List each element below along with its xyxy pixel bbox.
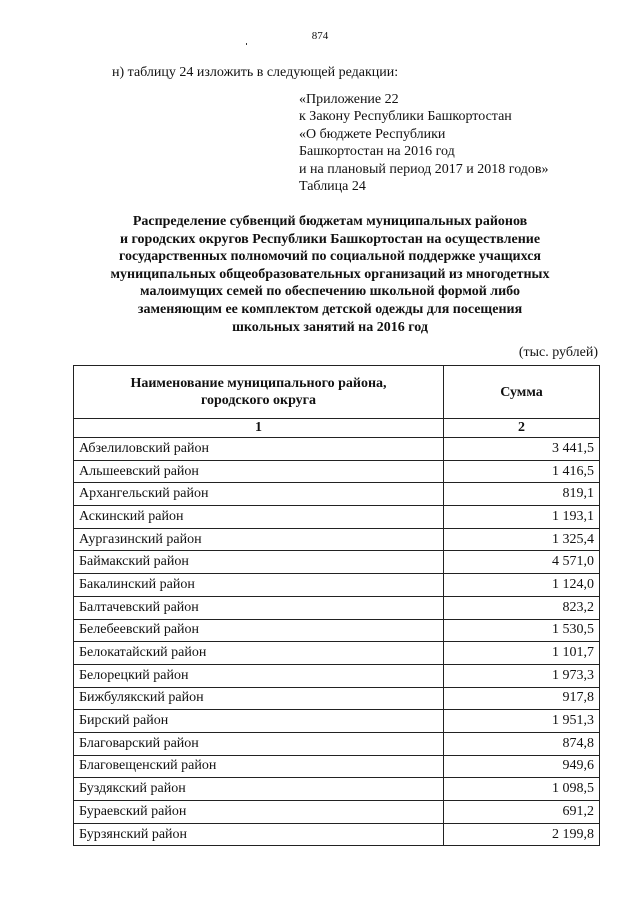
- table-row: [74, 551, 600, 574]
- page-number: 874: [311, 30, 329, 42]
- district-name: Белорецкий район: [74, 664, 444, 687]
- table-row: [74, 801, 600, 824]
- appendix-line: Башкортостан на 2016 год: [299, 144, 455, 160]
- title-line: муниципальных общеобразовательных организаций из многодетных: [110, 266, 550, 282]
- column-number: 1: [74, 419, 444, 438]
- header-name-line1: Наименование муниципального района,: [130, 376, 387, 391]
- district-sum: 823,2: [444, 596, 600, 619]
- table-row: [74, 823, 600, 846]
- intro-text: н) таблицу 24 изложить в следующей редакции:: [112, 65, 399, 80]
- table-row: [74, 687, 600, 710]
- table-row: [74, 619, 600, 642]
- table-row: [74, 574, 600, 597]
- table-row: [74, 778, 600, 801]
- column-number-row: [74, 419, 600, 438]
- table-body: [74, 438, 600, 846]
- appendix-line: и на плановый период 2017 и 2018 годов»: [299, 161, 549, 177]
- district-sum: 1 973,3: [444, 664, 600, 687]
- district-sum: 1 416,5: [444, 460, 600, 483]
- district-name: Белокатайский район: [74, 642, 444, 665]
- district-sum: 2 199,8: [444, 823, 600, 846]
- district-sum: 1 101,7: [444, 642, 600, 665]
- district-name: Бакалинский район: [74, 574, 444, 597]
- header-name: [74, 366, 444, 419]
- district-name: Бурзянский район: [74, 823, 444, 846]
- district-sum: 874,8: [444, 732, 600, 755]
- table-row: [74, 438, 600, 461]
- title-line: государственных полномочий по социальной поддержке учащихся: [118, 249, 541, 265]
- district-name: Бирский район: [74, 710, 444, 733]
- district-name: Бижбулякский район: [74, 687, 444, 710]
- appendix-line: к Закону Республики Башкортостан: [299, 109, 512, 125]
- title-line: малоимущих семей по обеспечению школьной формой либо: [140, 284, 520, 300]
- table-row: [74, 710, 600, 733]
- subvention-table: [73, 365, 600, 846]
- district-sum: 917,8: [444, 687, 600, 710]
- table-row: [74, 460, 600, 483]
- column-number: 2: [444, 419, 600, 438]
- district-sum: 1 098,5: [444, 778, 600, 801]
- title-line: школьных занятий на 2016 год: [232, 319, 428, 335]
- district-sum: 691,2: [444, 801, 600, 824]
- appendix-block: [299, 91, 549, 195]
- district-name: Абзелиловский район: [74, 438, 444, 461]
- title-line: Распределение субвенций бюджетам муниципальных районов: [132, 214, 528, 229]
- table-row: [74, 506, 600, 529]
- district-name: Баймакский район: [74, 551, 444, 574]
- district-name: Бураевский район: [74, 801, 444, 824]
- district-name: Благоварский район: [74, 732, 444, 755]
- table-row: [74, 732, 600, 755]
- appendix-line: «О бюджете Республики: [299, 126, 446, 142]
- district-name: Благовещенский район: [74, 755, 444, 778]
- district-name: Аскинский район: [74, 506, 444, 529]
- table-title: [60, 213, 600, 336]
- units-label: (тыс. рублей): [518, 345, 598, 360]
- district-sum: 1 325,4: [444, 528, 600, 551]
- district-name: Буздякский район: [74, 778, 444, 801]
- table-row: [74, 664, 600, 687]
- table-row: [74, 642, 600, 665]
- district-sum: 1 193,1: [444, 506, 600, 529]
- table-row: [74, 755, 600, 778]
- district-sum: 1 530,5: [444, 619, 600, 642]
- table-row: [74, 596, 600, 619]
- title-line: заменяющим ее комплектом детской одежды для посещения: [137, 301, 523, 317]
- district-name: Балтачевский район: [74, 596, 444, 619]
- district-sum: 1 951,3: [444, 710, 600, 733]
- appendix-line: Таблица 24: [299, 179, 366, 195]
- district-sum: 819,1: [444, 483, 600, 506]
- district-sum: 3 441,5: [444, 438, 600, 461]
- district-name: Альшеевский район: [74, 460, 444, 483]
- district-sum: 949,6: [444, 755, 600, 778]
- table-row: [74, 483, 600, 506]
- header-name-line2: городского округа: [200, 393, 317, 408]
- district-name: Архангельский район: [74, 483, 444, 506]
- appendix-line: «Приложение 22: [299, 92, 399, 107]
- district-sum: 4 571,0: [444, 551, 600, 574]
- title-line: и городских округов Республики Башкортостан на осуществление: [119, 231, 541, 247]
- header-sum: Сумма: [444, 366, 600, 419]
- table-header-row: [74, 366, 600, 419]
- district-sum: 1 124,0: [444, 574, 600, 597]
- district-name: Аургазинский район: [74, 528, 444, 551]
- scan-speck: [246, 43, 247, 45]
- district-name: Белебеевский район: [74, 619, 444, 642]
- table-row: [74, 528, 600, 551]
